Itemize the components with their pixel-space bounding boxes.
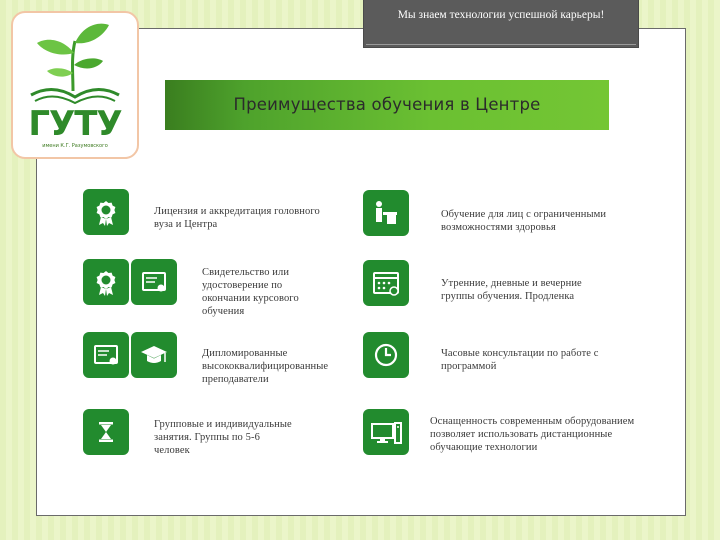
certificate-icon — [83, 332, 129, 378]
logo-emblem-icon — [13, 13, 137, 157]
hourglass-icon — [83, 409, 129, 455]
feature-text-equipment: Оснащенность современным оборудованием позволяет использовать дистанционные обучающие технологии — [430, 416, 635, 453]
tagline-box — [363, 0, 639, 48]
award-icon — [83, 189, 129, 235]
person-at-desk-icon — [363, 190, 409, 236]
svg-text:ГУТУ: ГУТУ — [28, 104, 122, 144]
feature-text-certificate: Свидетельство или удостоверение по окончании курсового обучения — [202, 267, 299, 317]
calendar-icon — [363, 260, 409, 306]
graduation-cap-icon — [131, 332, 177, 378]
feature-text-accessibility: Обучение для лиц с ограниченными возможностями здоровья — [441, 209, 607, 233]
certificate-icon — [131, 259, 177, 305]
clock-icon — [363, 332, 409, 378]
feature-text-teachers: Дипломированные высококвалифицированные преподаватели — [202, 348, 329, 385]
feature-text-license: Лицензия и аккредитация головного вуза и Центра — [154, 206, 320, 230]
tagline-text: Мы знаем технологии успешной карьеры! — [397, 9, 605, 21]
page-title: Преимущества обучения в Центре — [233, 95, 541, 114]
tagline-underline — [366, 44, 636, 45]
feature-text-schedule: Утренние, дневные и вечерние группы обучения. Продленка — [441, 278, 582, 302]
computer-icon — [363, 409, 409, 455]
page-title-banner — [165, 80, 609, 130]
university-logo — [11, 11, 139, 159]
award-icon — [83, 259, 129, 305]
feature-text-consultations: Часовые консультации по работе с программой — [441, 348, 599, 372]
feature-text-groups: Групповые и индивидуальные занятия. Группы по 5-6 человек — [154, 419, 292, 456]
logo-caption: имени К.Г. Разумовского — [42, 143, 108, 149]
